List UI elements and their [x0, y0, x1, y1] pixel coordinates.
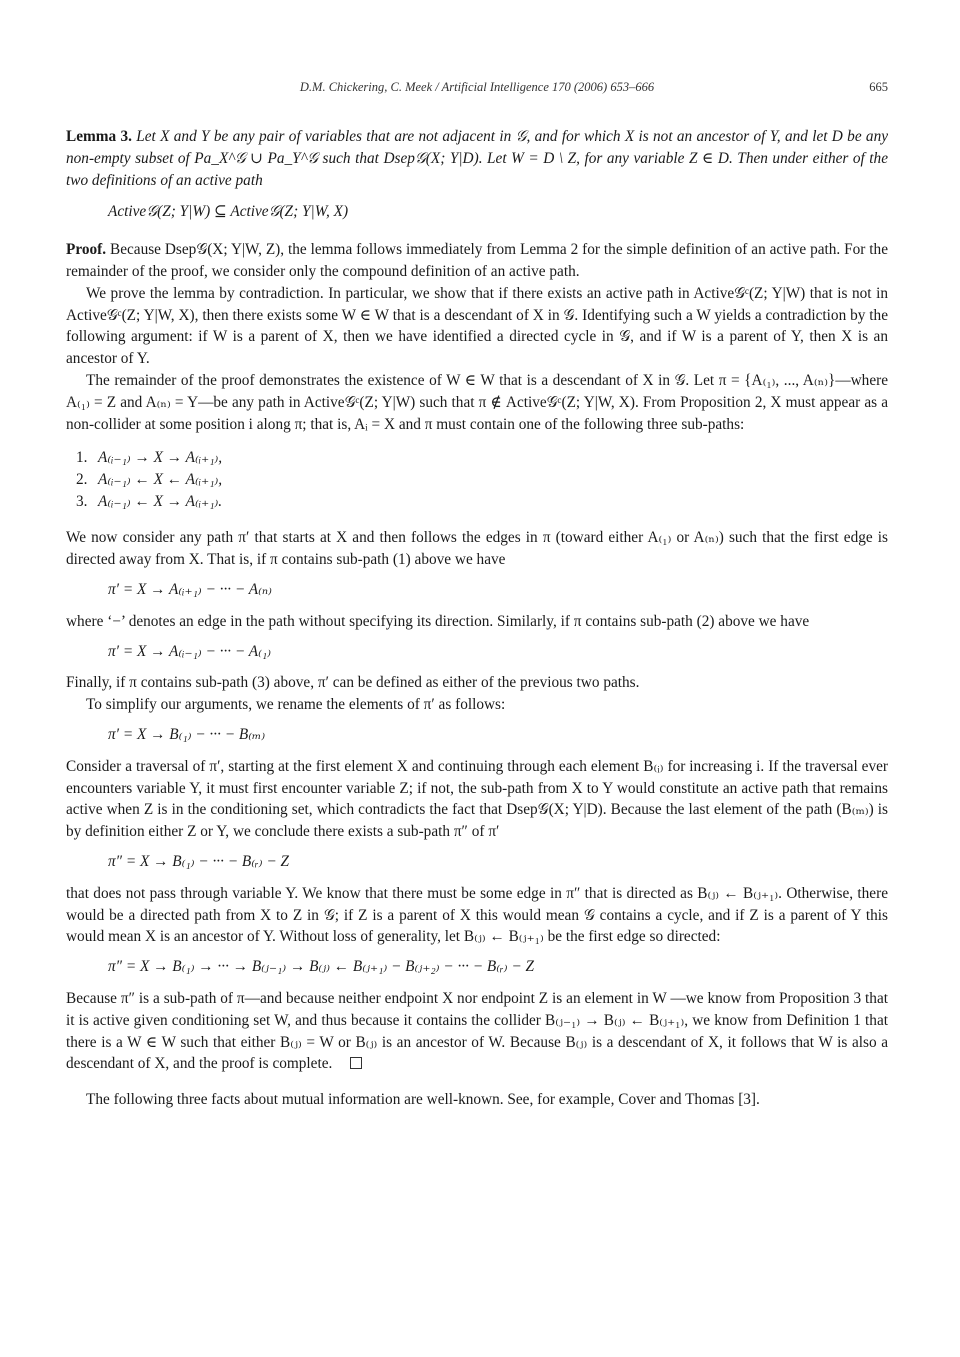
equation-2: π′ = X → A₍ᵢ₋₁₎ − ··· − A₍₁₎ — [108, 642, 271, 660]
proof-paragraph-1 — [66, 239, 888, 283]
proof-label: Proof. — [66, 241, 107, 259]
proof-paragraph-7: To simplify our arguments, we rename the elements of π′ as follows: — [86, 696, 506, 714]
proof-paragraph-3: The remainder of the proof demonstrates the existence of W ∈ W that is a descendant of X in 𝒢. Let π = {A₍₁₎, ..., A₍ₙ₎}—where A₍₁₎ = Z and A₍ₙ₎ = Y—be any path in Active𝒢ᶜ(Z; Y|W) such that π ∉ Active𝒢ᶜ(Z; Y|W, X). From Proposition 2, X must appear as a non-collider at some position i along π; that is, Aᵢ = X and π must contain one of the following three sub-paths: — [66, 371, 888, 433]
lemma-statement — [66, 126, 888, 191]
proof-p10-text: Because π″ is a sub-path of π—and because neither endpoint X nor endpoint Z is an element in W —we know from Proposition 3 that it is active given conditioning set W, and thus because it contains the collider B₍ⱼ₋₁₎ → B₍ⱼ₎ ← B₍ⱼ₊₁₎, we know from Definition 1 that there is a W ∈ W such that either B₍ⱼ₎ = W or B₍ⱼ₎ is an ancestor of W. Because B₍ⱼ₎ is a descendant of X, it follows that W is also a descendant of X, and the proof is complete. — [66, 989, 888, 1073]
proof-paragraph-6: Finally, if π contains sub-path (3) above, π′ can be defined as either of the previous two paths. — [66, 674, 640, 692]
equation-4: π″ = X → B₍₁₎ − ··· − B₍ᵣ₎ − Z — [108, 852, 289, 870]
proof-paragraph-10 — [66, 988, 888, 1075]
page-number: 665 — [869, 80, 888, 94]
proof-paragraph-5: where ‘−’ denotes an edge in the path without specifying its direction. Similarly, if π contains sub-path (2) above we have — [66, 612, 810, 630]
equation-5: π″ = X → B₍₁₎ → ··· → B₍ⱼ₋₁₎ → B₍ⱼ₎ ← B₍ⱼ₊₁₎ − B₍ⱼ₊₂₎ − ··· − B₍ᵣ₎ − Z — [108, 958, 534, 976]
lemma-body: Let X and Y be any pair of variables that are not adjacent in 𝒢, and for which X is not an ancestor of Y, and let D be any non-empty subset of Pa_X^𝒢 ∪ Pa_Y^𝒢 such that Dsep𝒢(X; Y|D). Let W = D \ Z, for any variable Z ∈ D. Then under either of the two definitions of an active path — [66, 128, 889, 189]
subpath-item: 2. A₍ᵢ₋₁₎ ← X ← A₍ᵢ₊₁₎, — [76, 471, 223, 489]
page-body — [66, 126, 888, 1111]
subpath-item: 1. A₍ᵢ₋₁₎ → X → A₍ᵢ₊₁₎, — [76, 449, 223, 467]
proof-paragraph-4: We now consider any path π′ that starts at X and then follows the edges in π (toward either A₍₁₎ or A₍ₙ₎) such that the first edge is directed away from X. That is, if π contains sub-path (1) above we have — [66, 529, 888, 569]
lemma-label: Lemma 3. — [66, 128, 132, 145]
qed-box-icon — [350, 1057, 362, 1069]
subpath-list — [66, 447, 888, 513]
proof-paragraph-9: that does not pass through variable Y. We know that there must be some edge in π″ that is directed as B₍ⱼ₎ ← B₍ⱼ₊₁₎. Otherwise, there would be a directed path from X to Z in 𝒢; if Z is a parent of X this would mean 𝒢 contains a cycle, and if Z is a parent of Y this would mean X is an ancestor of Y. Without loss of generality, let B₍ⱼ₎ ← B₍ⱼ₊₁₎ be the first edge so directed: — [66, 884, 888, 946]
lemma-equation: Active𝒢(Z; Y|W) ⊆ Active𝒢(Z; Y|W, X) — [108, 203, 349, 221]
running-header — [66, 80, 888, 98]
proof-p1-text: Because Dsep𝒢(X; Y|W, Z), the lemma follows immediately from Lemma 2 for the simple definition of an active path. For the remainder of the proof, we consider only the compound definition of an active path. — [66, 241, 888, 280]
equation-3: π′ = X → B₍₁₎ − ··· − B₍ₘ₎ — [108, 725, 266, 743]
running-title: D.M. Chickering, C. Meek / Artificial Intelligence 170 (2006) 653–666 — [299, 80, 655, 94]
proof-paragraph-8: Consider a traversal of π′, starting at the first element X and continuing through each element B₍ᵢ₎ for increasing i. If the traversal ever encounters variable Y, it must first encounter variable Z; if not, the sub-path from X to Y would constitute an active path that remains active when Z is in the conditioning set, which contradicts the fact that Dsep𝒢(X; Y|D). Because the last element of the path (B₍ₘ₎) is by definition either Z or Y, we conclude there exists a sub-path π″ of π′ — [66, 757, 888, 841]
closing-paragraph: The following three facts about mutual information are well-known. See, for example, Cover and Thomas [3]. — [86, 1091, 760, 1109]
subpath-item: 3. A₍ᵢ₋₁₎ ← X → A₍ᵢ₊₁₎. — [76, 493, 223, 511]
proof-paragraph-2: We prove the lemma by contradiction. In particular, we show that if there exists an active path in Active𝒢ᶜ(Z; Y|W) that is not in Active𝒢ᶜ(Z; Y|W, X), then there exists some W ∈ W that is a descendant of X in 𝒢. Identifying such a W yields a contradiction by the following argument: if W is a parent of X, then we have identified a directed cycle in 𝒢, and if W is a parent of Y, then X is an ancestor of Y. — [66, 284, 888, 368]
equation-1: π′ = X → A₍ᵢ₊₁₎ − ··· − A₍ₙ₎ — [108, 580, 272, 598]
